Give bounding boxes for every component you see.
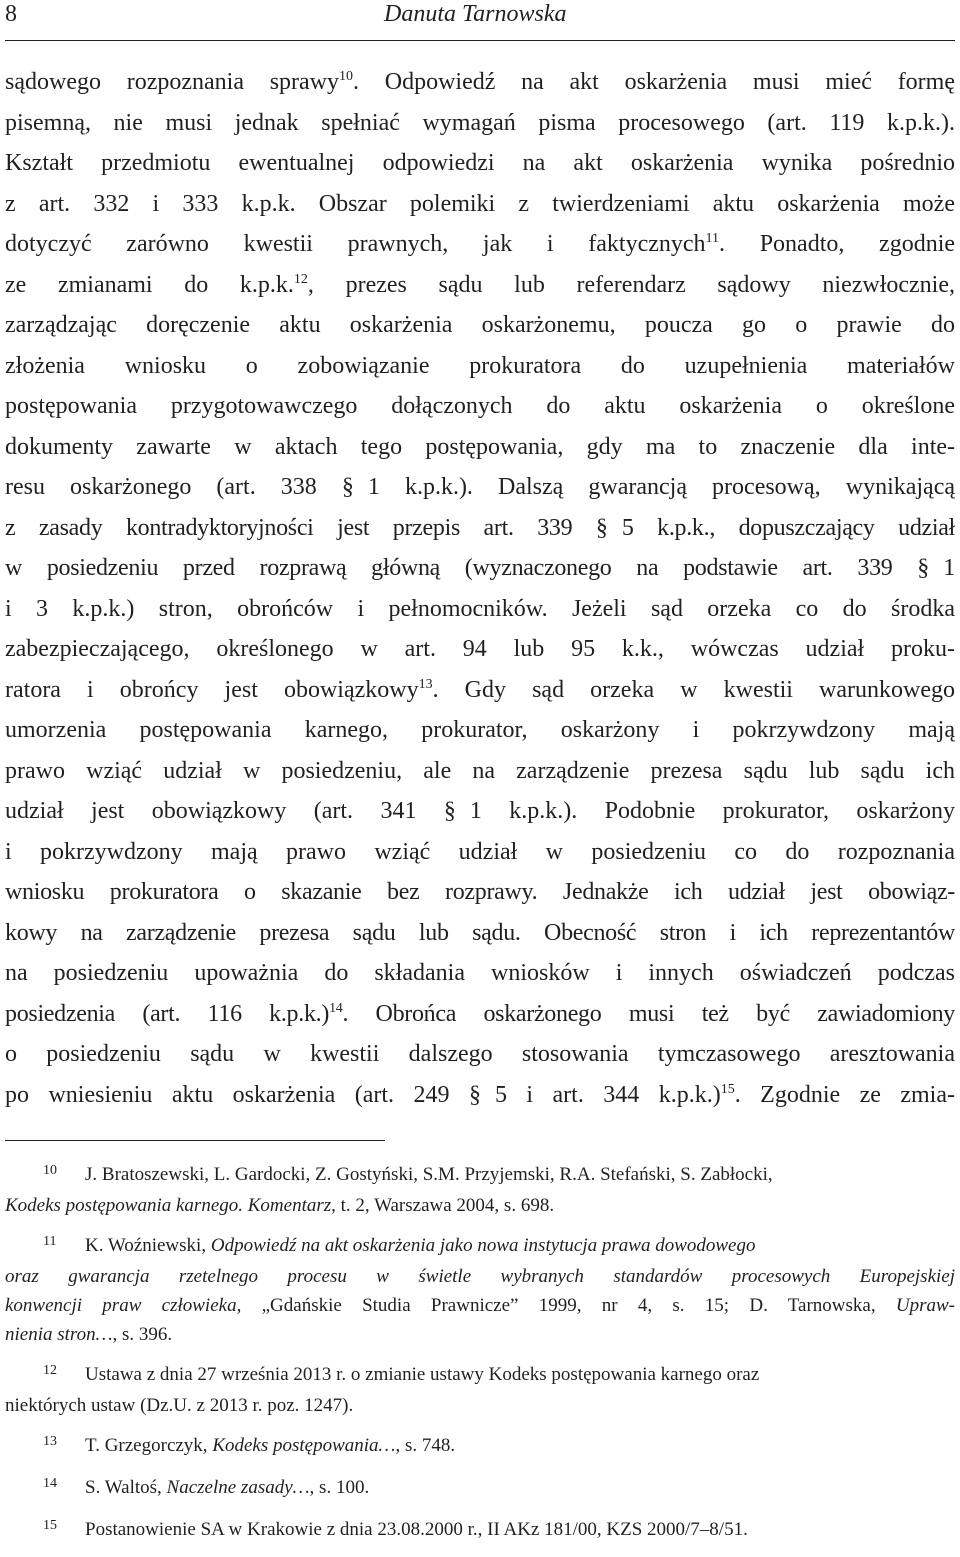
body-text xyxy=(5,62,955,1115)
section-sign: § xyxy=(468,1081,481,1108)
running-head xyxy=(0,0,960,40)
section-sign: § xyxy=(341,474,354,500)
text-line: złożenia wniosku o zobowiązanie prokuratora do uzupełnienia materiałów xyxy=(5,352,955,379)
footnote-number: 12 xyxy=(43,1363,57,1378)
footnote-ref: 11 xyxy=(705,231,720,246)
footnote-number: 11 xyxy=(43,1234,57,1249)
text-line: prawo wziąć udział w posiedzeniu, ale na zarządzenie prezesa sądu lub sądu ich xyxy=(5,757,955,784)
text-line: dotyczyć zarówno kwestii prawnych, jak i faktycznych$^{11}$. Ponadto, zgodnie xyxy=(5,231,955,257)
footnote-11: 11 K. Woźniewski, Odpowiedź na akt oskarżenia jako nowa instytucja prawa dowodowego oraz gwarancja rzetelnego procesu w świetle wybranych standardów procesowych Europejskiej konwencji praw człowieka, „Gdańskie Studia Prawnicze” 1999, nr 4, s. 15; D. Tarnowska, Upraw- nienia stron…, s. 396. xyxy=(5,1231,955,1349)
footnote-ref: 10 xyxy=(339,69,354,84)
footnote-ref: 15 xyxy=(720,1081,735,1097)
footnote-number: 14 xyxy=(43,1476,57,1491)
text-line: sądowego rozpoznania sprawy$^{10}$. Odpowiedź na akt oskarżenia musi mieć formę xyxy=(5,69,955,95)
footnote-13: 13 T. Grzegorczyk, Kodeks postępowania…, s. 748. xyxy=(5,1431,955,1462)
page-number: 8 xyxy=(5,1,17,27)
text-line: o posiedzeniu sądu w kwestii dalszego stosowania tymczasowego aresztowania xyxy=(5,1041,955,1067)
footnote-number: 13 xyxy=(43,1434,57,1449)
text-line: udział jest obowiązkowy (art. 341 § 1 k.p.k.). Podobnie prokurator, oskarżony xyxy=(5,791,955,832)
text-line: resu oskarżonego (art. 338 § 1 k.p.k.). Dalszą gwarancją procesową, wynikającą xyxy=(5,467,955,508)
footnote-ref: 12 xyxy=(293,271,308,287)
text-line: zabezpieczającego, określonego w art. 94 lub 95 k.k., wówczas udział proku- xyxy=(5,636,955,662)
footnote-number: 10 xyxy=(43,1163,57,1178)
footnotes xyxy=(5,1160,955,1557)
text-line: Kształt przedmiotu ewentualnej odpowiedzi na akt oskarżenia wynika pośrednio xyxy=(5,150,955,176)
text-line: na posiedzeniu upoważnia do składania wniosków i innych oświadczeń podczas xyxy=(5,960,955,986)
footnote-rule xyxy=(5,1140,385,1141)
text-line: z art. 332 i 333 k.p.k. Obszar polemiki z twierdzeniami aktu oskarżenia może xyxy=(5,190,955,217)
text-line: zarządzając doręczenie aktu oskarżenia oskarżonemu, poucza go o prawie do xyxy=(5,312,955,338)
footnote-12: 12 Ustawa z dnia 27 września 2013 r. o zmianie ustawy Kodeks postępowania karnego oraz niektórych ustaw (Dz.U. z 2013 r. poz. 1247). xyxy=(5,1360,955,1420)
footnote-10: 10 J. Bratoszewski, L. Gardocki, Z. Gostyński, S.M. Przyjemski, R.A. Stefański, S. Zabłocki, Kodeks postępowania karnego. Komentarz, t. 2, Warszawa 2004, s. 698. xyxy=(5,1160,955,1220)
text-line: ratora i obrońcy jest obowiązkowy$^{13}$. Gdy sąd orzeka w kwestii warunkowego xyxy=(5,676,955,703)
text-line: w posiedzeniu przed rozprawą główną (wyznaczonego na podstawie art. 339 § 1 xyxy=(5,548,955,589)
text-line: i pokrzywdzony mają prawo wziąć udział w posiedzeniu co do rozpoznania xyxy=(5,838,955,865)
text-line: postępowania przygotowawczego dołączonych do aktu oskarżenia o określone xyxy=(5,393,955,419)
text-line: ze zmianami do k.p.k.$^{12}$, prezes sądu lub referendarz sądowy niezwłocznie, xyxy=(5,271,955,298)
text-line: pisemną, nie musi jednak spełniać wymagań pisma procesowego (art. 119 k.p.k.). xyxy=(5,109,955,136)
header-rule xyxy=(5,40,955,41)
footnote-ref: 14 xyxy=(329,1000,343,1016)
section-sign: § xyxy=(595,514,608,541)
text-line: po wniesieniu aktu oskarżenia (art. 249 § 5 i art. 344 k.p.k.)$^{15}$. Zgodnie ze zmia- xyxy=(5,1075,955,1116)
text-line: i 3 k.p.k.) stron, obrońców i pełnomocników. Jeżeli sąd orzeka co do środka xyxy=(5,595,955,622)
section-sign: § xyxy=(917,555,929,581)
footnote-ref: 13 xyxy=(418,676,433,692)
text-line: posiedzenia (art. 116 k.p.k.)$^{14}$. Obrońca oskarżonego musi też być zawiadomiony xyxy=(5,1000,955,1027)
footnote-number: 15 xyxy=(43,1518,57,1533)
text-line: umorzenia postępowania karnego, prokurator, oskarżony i pokrzywdzony mają xyxy=(5,717,955,743)
footnote-15: 15 Postanowienie SA w Krakowie z dnia 23.08.2000 r., II AKz 181/00, KZS 2000/7–8/51. xyxy=(5,1515,955,1546)
footnote-14: 14 S. Waltoś, Naczelne zasady…, s. 100. xyxy=(5,1473,955,1504)
running-title: Danuta Tarnowska xyxy=(384,1,567,27)
text-line: dokumenty zawarte w aktach tego postępowania, gdy ma to znaczenie dla inte- xyxy=(5,433,955,460)
text-line: kowy na zarządzenie prezesa sądu lub sądu. Obecność stron i ich reprezentantów xyxy=(5,919,955,946)
text-line: z zasady kontradyktoryjności jest przepis art. 339 § 5 k.p.k., dopuszczający udział xyxy=(5,508,955,549)
section-sign: § xyxy=(443,798,456,824)
text-line: wniosku prokuratora o skazanie bez rozprawy. Jednakże ich udział jest obowiąz- xyxy=(5,879,955,905)
